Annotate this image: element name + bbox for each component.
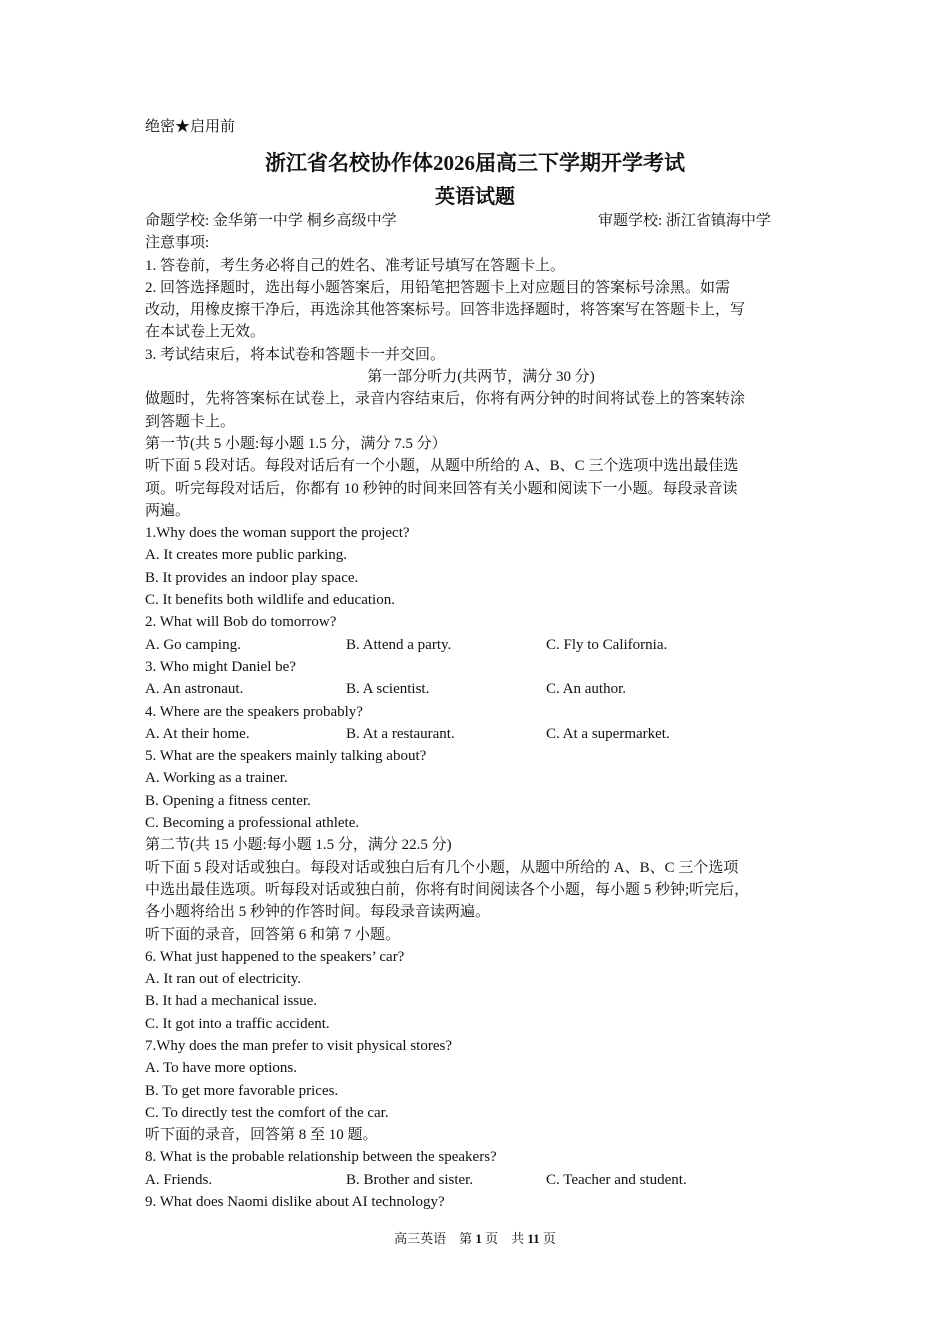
question-4-option-b: B. At a restaurant. — [346, 725, 455, 742]
note-2-line-3: 在本试卷上无效。 — [145, 324, 266, 341]
section1-intro-line-2: 项。听完每段对话后，你都有 10 秒钟的时间来回答有关小题和阅读下一小题。每段录音读 — [145, 480, 738, 497]
setter-school: 命题学校: 金华第一中学 桐乡高级中学 — [145, 213, 397, 229]
section2-intro-line-1: 听下面 5 段对话或独白。每段对话或独白后有几个小题，从题中所给的 A、B、C 三个选项 — [145, 859, 739, 876]
question-4-options — [145, 723, 817, 745]
question-6-option-a: A. It ran out of electricity. — [145, 971, 302, 988]
question-8-option-b: B. Brother and sister. — [346, 1171, 474, 1188]
section1-heading: 第一节(共 5 小题:每小题 1.5 分，满分 7.5 分） — [145, 435, 447, 452]
exam-title: 浙江省名校协作体2026届高三下学期开学考试 — [265, 151, 685, 175]
question-3-option-b: B. A scientist. — [346, 681, 430, 698]
question-1-option-c: C. It benefits both wildlife and education. — [145, 592, 395, 609]
question-8-option-c: C. Teacher and student. — [546, 1171, 687, 1188]
exam-content — [145, 210, 817, 1213]
question-8-option-a: A. Friends. — [145, 1171, 213, 1188]
question-8-options — [145, 1169, 817, 1191]
question-2-option-a: A. Go camping. — [145, 636, 241, 653]
footer-subject: 高三英语 — [394, 1231, 447, 1246]
footer-total-pages: 11 — [527, 1231, 540, 1246]
footer-page-prefix: 第 — [459, 1231, 473, 1246]
question-2-option-c: C. Fly to California. — [546, 636, 668, 653]
footer-total-prefix: 共 — [511, 1231, 525, 1246]
part1-intro-line-1: 做题时，先将答案标在试卷上，录音内容结束后，你将有两分钟的时间将试卷上的答案转涂 — [145, 391, 746, 408]
confidential-label: 绝密★启用前 — [145, 119, 236, 135]
question-8-stem: 8. What is the probable relationship between the speakers? — [145, 1149, 497, 1166]
note-2-line-2: 改动，用橡皮擦干净后，再选涂其他答案标号。回答非选择题时，将答案写在答题卡上，写 — [145, 302, 746, 319]
question-2-option-b: B. Attend a party. — [346, 636, 452, 653]
question-1-option-b: B. It provides an indoor play space. — [145, 569, 359, 586]
question-3-option-c: C. An author. — [546, 681, 627, 698]
question-5-option-b: B. Opening a fitness center. — [145, 792, 311, 809]
notes-heading: 注意事项: — [145, 235, 210, 252]
note-2-line-1: 2. 回答选择题时，选出每小题答案后，用铅笔把答题卡上对应题目的答案标号涂黑。如需 — [145, 279, 731, 296]
question-5-option-c: C. Becoming a professional athlete. — [145, 815, 360, 832]
question-3-options — [145, 678, 817, 700]
question-7-option-a: A. To have more options. — [145, 1060, 297, 1077]
school-line — [145, 210, 817, 232]
section2-intro-line-2: 中选出最佳选项。听每段对话或独白前，你将有时间阅读各个小题，每小题 5 秒钟;听完后， — [145, 881, 750, 898]
question-4-stem: 4. Where are the speakers probably? — [145, 703, 363, 720]
question-7-option-c: C. To directly test the comfort of the car. — [145, 1104, 389, 1121]
question-3-option-a: A. An astronaut. — [145, 681, 244, 698]
part1-intro-line-2: 到答题卡上。 — [145, 413, 236, 430]
section1-intro-line-1: 听下面 5 段对话。每段对话后有一个小题，从题中所给的 A、B、C 三个选项中选出最佳选 — [145, 458, 739, 475]
exam-subtitle: 英语试题 — [435, 186, 515, 208]
question-1-stem: 1.Why does the woman support the project? — [145, 525, 410, 542]
reviewer-school: 审题学校: 浙江省镇海中学 — [598, 213, 771, 229]
section2-heading: 第二节(共 15 小题:每小题 1.5 分，满分 22.5 分) — [145, 837, 452, 854]
question-5-option-a: A. Working as a trainer. — [145, 770, 288, 787]
question-9-stem: 9. What does Naomi dislike about AI technology? — [145, 1194, 445, 1211]
question-3-stem: 3. Who might Daniel be? — [145, 658, 296, 675]
question-5-stem: 5. What are the speakers mainly talking about? — [145, 748, 427, 765]
question-6-option-b: B. It had a mechanical issue. — [145, 993, 318, 1010]
question-6-option-c: C. It got into a traffic accident. — [145, 1015, 330, 1032]
instruction-q8-q10: 听下面的录音，回答第 8 至 10 题。 — [145, 1127, 378, 1144]
question-4-option-c: C. At a supermarket. — [546, 725, 670, 742]
question-7-stem: 7.Why does the man prefer to visit physical stores? — [145, 1037, 453, 1054]
part1-heading: 第一部分听力(共两节，满分 30 分) — [367, 369, 595, 386]
question-4-option-a: A. At their home. — [145, 725, 250, 742]
footer-total-unit: 页 — [542, 1231, 556, 1246]
note-3: 3. 考试结束后，将本试卷和答题卡一并交回。 — [145, 346, 446, 363]
question-6-stem: 6. What just happened to the speakers’ car? — [145, 948, 405, 965]
question-2-options — [145, 634, 817, 656]
instruction-q6-q7: 听下面的录音，回答第 6 和第 7 小题。 — [145, 926, 401, 943]
page-footer — [0, 1229, 950, 1249]
note-1: 1. 答卷前，考生务必将自己的姓名、准考证号填写在答题卡上。 — [145, 257, 566, 274]
section2-intro-line-3: 各小题将给出 5 秒钟的作答时间。每段录音读两遍。 — [145, 904, 491, 921]
question-2-stem: 2. What will Bob do tomorrow? — [145, 614, 337, 631]
question-7-option-b: B. To get more favorable prices. — [145, 1082, 339, 1099]
footer-page-unit: 页 — [485, 1231, 499, 1246]
footer-page-number: 1 — [475, 1231, 482, 1246]
section1-intro-line-3: 两遍。 — [145, 502, 191, 519]
question-1-option-a: A. It creates more public parking. — [145, 547, 348, 564]
